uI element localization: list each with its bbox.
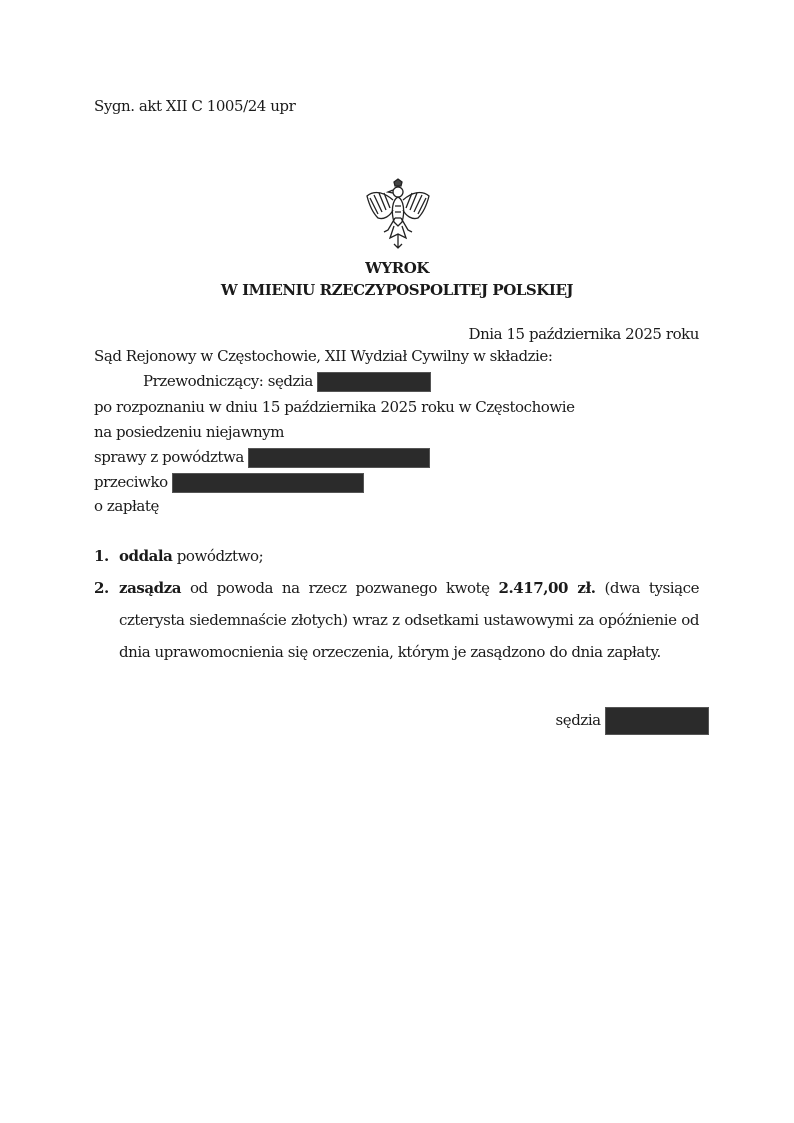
court-composition: Sąd Rejonowy w Częstochowie, XII Wydział Cywilny w składzie: — [94, 347, 553, 365]
ruling-amount: 2.417,00 zł. — [498, 579, 596, 597]
title-wyrok: WYROK — [365, 259, 429, 277]
defendant-line — [94, 472, 364, 493]
judgment-date: Dnia 15 października 2025 roku — [468, 325, 699, 343]
redacted-signature-name — [605, 707, 709, 735]
ruling-item-1 — [94, 540, 699, 572]
presiding-label: Przewodniczący: sędzia — [143, 372, 313, 390]
ruling-verb: zasądza — [119, 579, 181, 597]
hearing-line: po rozpoznaniu w dniu 15 października 2025 roku w Częstochowie — [94, 398, 575, 416]
polish-eagle-emblem-icon — [364, 178, 432, 250]
defendant-label: przeciwko — [94, 473, 168, 491]
ruling-number: 2. — [94, 579, 109, 597]
ruling-item-2 — [94, 572, 699, 668]
case-number: Sygn. akt XII C 1005/24 upr — [94, 97, 296, 115]
case-subject: o zapłatę — [94, 497, 159, 515]
title-republic: W IMIENIU RZECZYPOSPOLITEJ POLSKIEJ — [220, 281, 574, 299]
ruling-number: 1. — [94, 547, 109, 565]
redacted-judge-name — [317, 372, 431, 392]
ruling-text-before: od powoda na rzecz pozwanego kwotę — [180, 579, 499, 597]
signature-label: sędzia — [555, 711, 601, 729]
plaintiff-line — [94, 447, 430, 468]
session-line: na posiedzeniu niejawnym — [94, 423, 284, 441]
presiding-judge-line — [143, 371, 431, 392]
ruling-text-after: (dwa tysiące czterysta siedemnaście złotych) wraz z odsetkami ustawowymi za opóźnienie od dnia uprawomocnienia się orzeczenia, którym je zasądzono do dnia zapłaty. — [119, 579, 699, 661]
redacted-defendant — [172, 473, 364, 493]
ruling-text: powództwo; — [172, 547, 264, 565]
ruling-verb: oddala — [119, 547, 173, 565]
redacted-plaintiff — [248, 448, 430, 468]
signature-block — [556, 707, 709, 735]
plaintiff-label: sprawy z powództwa — [94, 448, 244, 466]
